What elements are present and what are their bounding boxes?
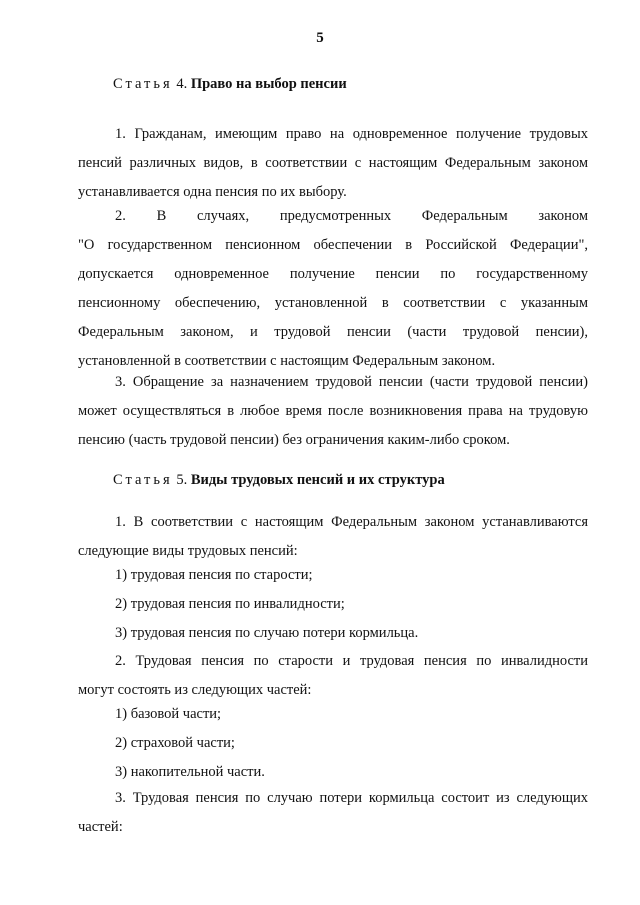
text-line: могут состоять из следующих частей: bbox=[78, 682, 312, 698]
article-4-paragraph-1 bbox=[78, 120, 588, 207]
article-5-paragraph-3 bbox=[78, 784, 588, 842]
list-item: 1) трудовая пенсия по старости; bbox=[115, 567, 313, 583]
list-item: 3) накопительной части. bbox=[115, 764, 265, 780]
article-4-heading bbox=[113, 76, 347, 93]
article-5-paragraph-2 bbox=[78, 647, 588, 705]
text-line: 1. Гражданам, имеющим право на одновременное получение трудовых bbox=[115, 126, 588, 142]
list-item: 2) трудовая пенсия по инвалидности; bbox=[115, 596, 345, 612]
list-item: 2) страховой части; bbox=[115, 735, 235, 751]
text-line: может осуществляться в любое время после возникновения права на трудовую bbox=[78, 403, 588, 419]
article-4-paragraph-3 bbox=[78, 368, 588, 455]
text-line: "О государственном пенсионном обеспечении в Российской Федерации", bbox=[78, 237, 588, 253]
article-4-paragraph-2 bbox=[78, 202, 588, 376]
article-title: Виды трудовых пенсий и их структура bbox=[190, 472, 445, 488]
text-line: допускается одновременное получение пенсии по государственному bbox=[78, 266, 588, 282]
page-number: 5 bbox=[316, 30, 324, 46]
text-line: частей: bbox=[78, 819, 123, 835]
list-item: 3) трудовая пенсия по случаю потери кормильца. bbox=[115, 625, 419, 641]
article-word: Статья bbox=[113, 472, 173, 488]
text-line: следующие виды трудовых пенсий: bbox=[78, 543, 298, 559]
text-line: Федеральным законом, и трудовой пенсии (части трудовой пенсии), bbox=[78, 324, 588, 340]
article-number: 5. bbox=[176, 472, 188, 488]
article-word: Статья bbox=[113, 76, 173, 92]
article-5-heading bbox=[113, 472, 445, 489]
text-line: устанавливается одна пенсия по их выбору. bbox=[78, 184, 347, 200]
text-line: 2. Трудовая пенсия по старости и трудовая пенсия по инвалидности bbox=[115, 653, 588, 669]
text-line: пенсий различных видов, в соответствии с настоящим Федеральным законом bbox=[78, 155, 588, 171]
text-line: 3. Обращение за назначением трудовой пенсии (части трудовой пенсии) bbox=[115, 374, 588, 390]
text-line: 2. В случаях, предусмотренных Федеральным законом bbox=[115, 208, 588, 224]
text-line: пенсионному обеспечению, установленной в соответствии с указанным bbox=[78, 295, 588, 311]
text-line: пенсию (часть трудовой пенсии) без ограничения каким-либо сроком. bbox=[78, 432, 510, 448]
article-5-paragraph-1 bbox=[78, 508, 588, 566]
text-line: установленной в соответствии с настоящим Федеральным законом. bbox=[78, 353, 496, 369]
list-item: 1) базовой части; bbox=[115, 706, 222, 722]
text-line: 3. Трудовая пенсия по случаю потери кормильца состоит из следующих bbox=[115, 790, 588, 806]
article-title: Право на выбор пенсии bbox=[190, 76, 347, 92]
article-number: 4. bbox=[176, 76, 188, 92]
text-line: 1. В соответствии с настоящим Федеральным законом устанавливаются bbox=[115, 514, 588, 530]
